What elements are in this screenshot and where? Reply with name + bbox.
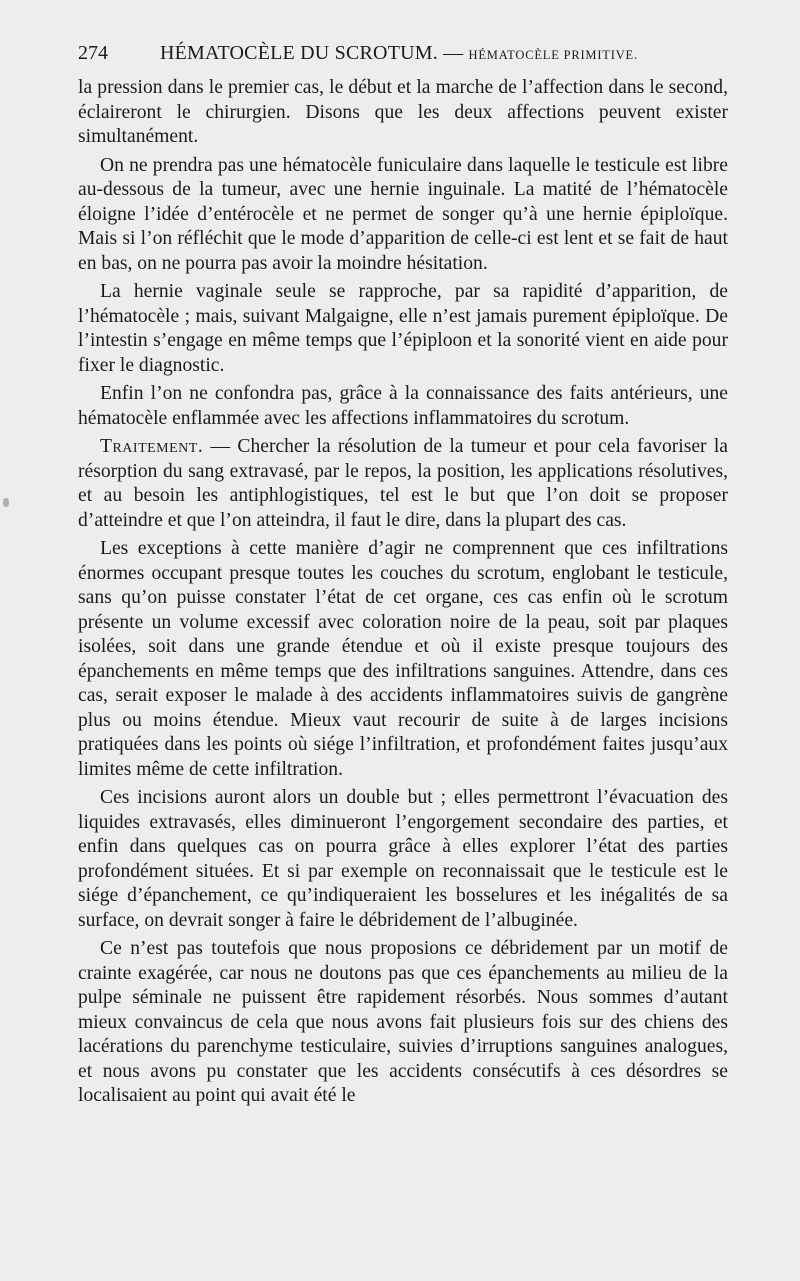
header-title: HÉMATOCÈLE DU SCROTUM. xyxy=(160,42,438,64)
running-title xyxy=(160,42,638,65)
body-text xyxy=(78,76,728,1113)
running-header xyxy=(78,42,728,72)
paragraph-7: Ces incisions auront alors un double but ; elles permettront l’évacuation des liquides extravasés, elles diminueront l’engorgement secondaire des parties, et enfin dans quelques cas on pourra grâce à elles explorer l’état des parties profondément situées. Et si par exemple on reconnaissait que le testicule est le siége d’épanchement, ce qu’indiqueraient les bosselures et les inégalités de sa surface, on devrait songer à faire le débridement de l’albuginée. xyxy=(78,787,728,931)
header-separator: — xyxy=(437,42,469,64)
paragraph-2: On ne prendra pas une hématocèle funiculaire dans laquelle le testicule est libre au-dessous de la tumeur, avec une hernie inguinale. La matité de l’hématocèle éloigne l’idée d’entérocèle et ne permet de songer qu’à une hernie épiploïque. Mais si l’on réfléchit que le mode d’apparition de celle-ci est lent et se fait de haut en bas, on ne pourra pas avoir la moindre hésitation. xyxy=(78,154,728,274)
paragraph-5-text: — Chercher la résolution de la tumeur et pour cela favoriser la résorption du sang extravasé, par le repos, la position, les applications résolutives, et au besoin les antiphlogistiques, tel est le but que l’on doit se proposer d’atteindre et que l’on atteindra, il faut le dire, dans la plupart des cas. xyxy=(78,436,728,531)
header-subtitle: HÉMATOCÈLE PRIMITIVE. xyxy=(468,48,638,62)
section-heading-traitement: Traitement. xyxy=(100,436,204,457)
page-number: 274 xyxy=(78,42,108,64)
paragraph-1: la pression dans le premier cas, le début et la marche de l’affection dans le second, éclaireront le chirurgien. Disons que les deux affections peuvent exister simultanément. xyxy=(78,77,728,147)
paragraph-4: Enfin l’on ne confondra pas, grâce à la connaissance des faits antérieurs, une hématocèle enflammée avec les affections inflammatoires du scrotum. xyxy=(78,383,728,429)
paragraph-5 xyxy=(78,435,728,533)
margin-mark xyxy=(3,498,9,507)
paragraph-3: La hernie vaginale seule se rapproche, par sa rapidité d’apparition, de l’hématocèle ; mais, suivant Malgaigne, elle n’est jamais purement épiploïque. De l’intestin s’engage en même temps que l’épiploon et la sonorité vient en aide pour fixer le diagnostic. xyxy=(78,281,728,376)
paragraph-8: Ce n’est pas toutefois que nous proposions ce débridement par un motif de crainte exagérée, car nous ne doutons pas que ces épanchements au milieu de la pulpe séminale ne puissent être rapidement résorbés. Nous sommes d’autant mieux convaincus de cela que nous avons fait plusieurs fois sur des chiens des lacérations du parenchyme testiculaire, suivies d’irruptions sanguines analogues, et nous avons pu constater que les accidents consécutifs à ces désordres se localisaient au point qui avait été le xyxy=(78,938,728,1106)
paragraph-6: Les exceptions à cette manière d’agir ne comprennent que ces infiltrations énormes occupant presque toutes les couches du scrotum, englobant le testicule, sans qu’on puisse constater l’état de cet organe, ces cas enfin où le scrotum présente un volume excessif avec coloration noire de la peau, soit par plaques isolées, soit dans une grande étendue et où il existe presque toujours des épanchements en même temps que des infiltrations sanguines. Attendre, dans ces cas, serait exposer le malade à des accidents inflammatoires suivis de gangrène plus ou moins étendue. Mieux vaut recourir de suite à de larges incisions pratiquées dans les points où siége l’infiltration, et profondément faites jusqu’aux limites même de cette infiltration. xyxy=(78,538,728,780)
